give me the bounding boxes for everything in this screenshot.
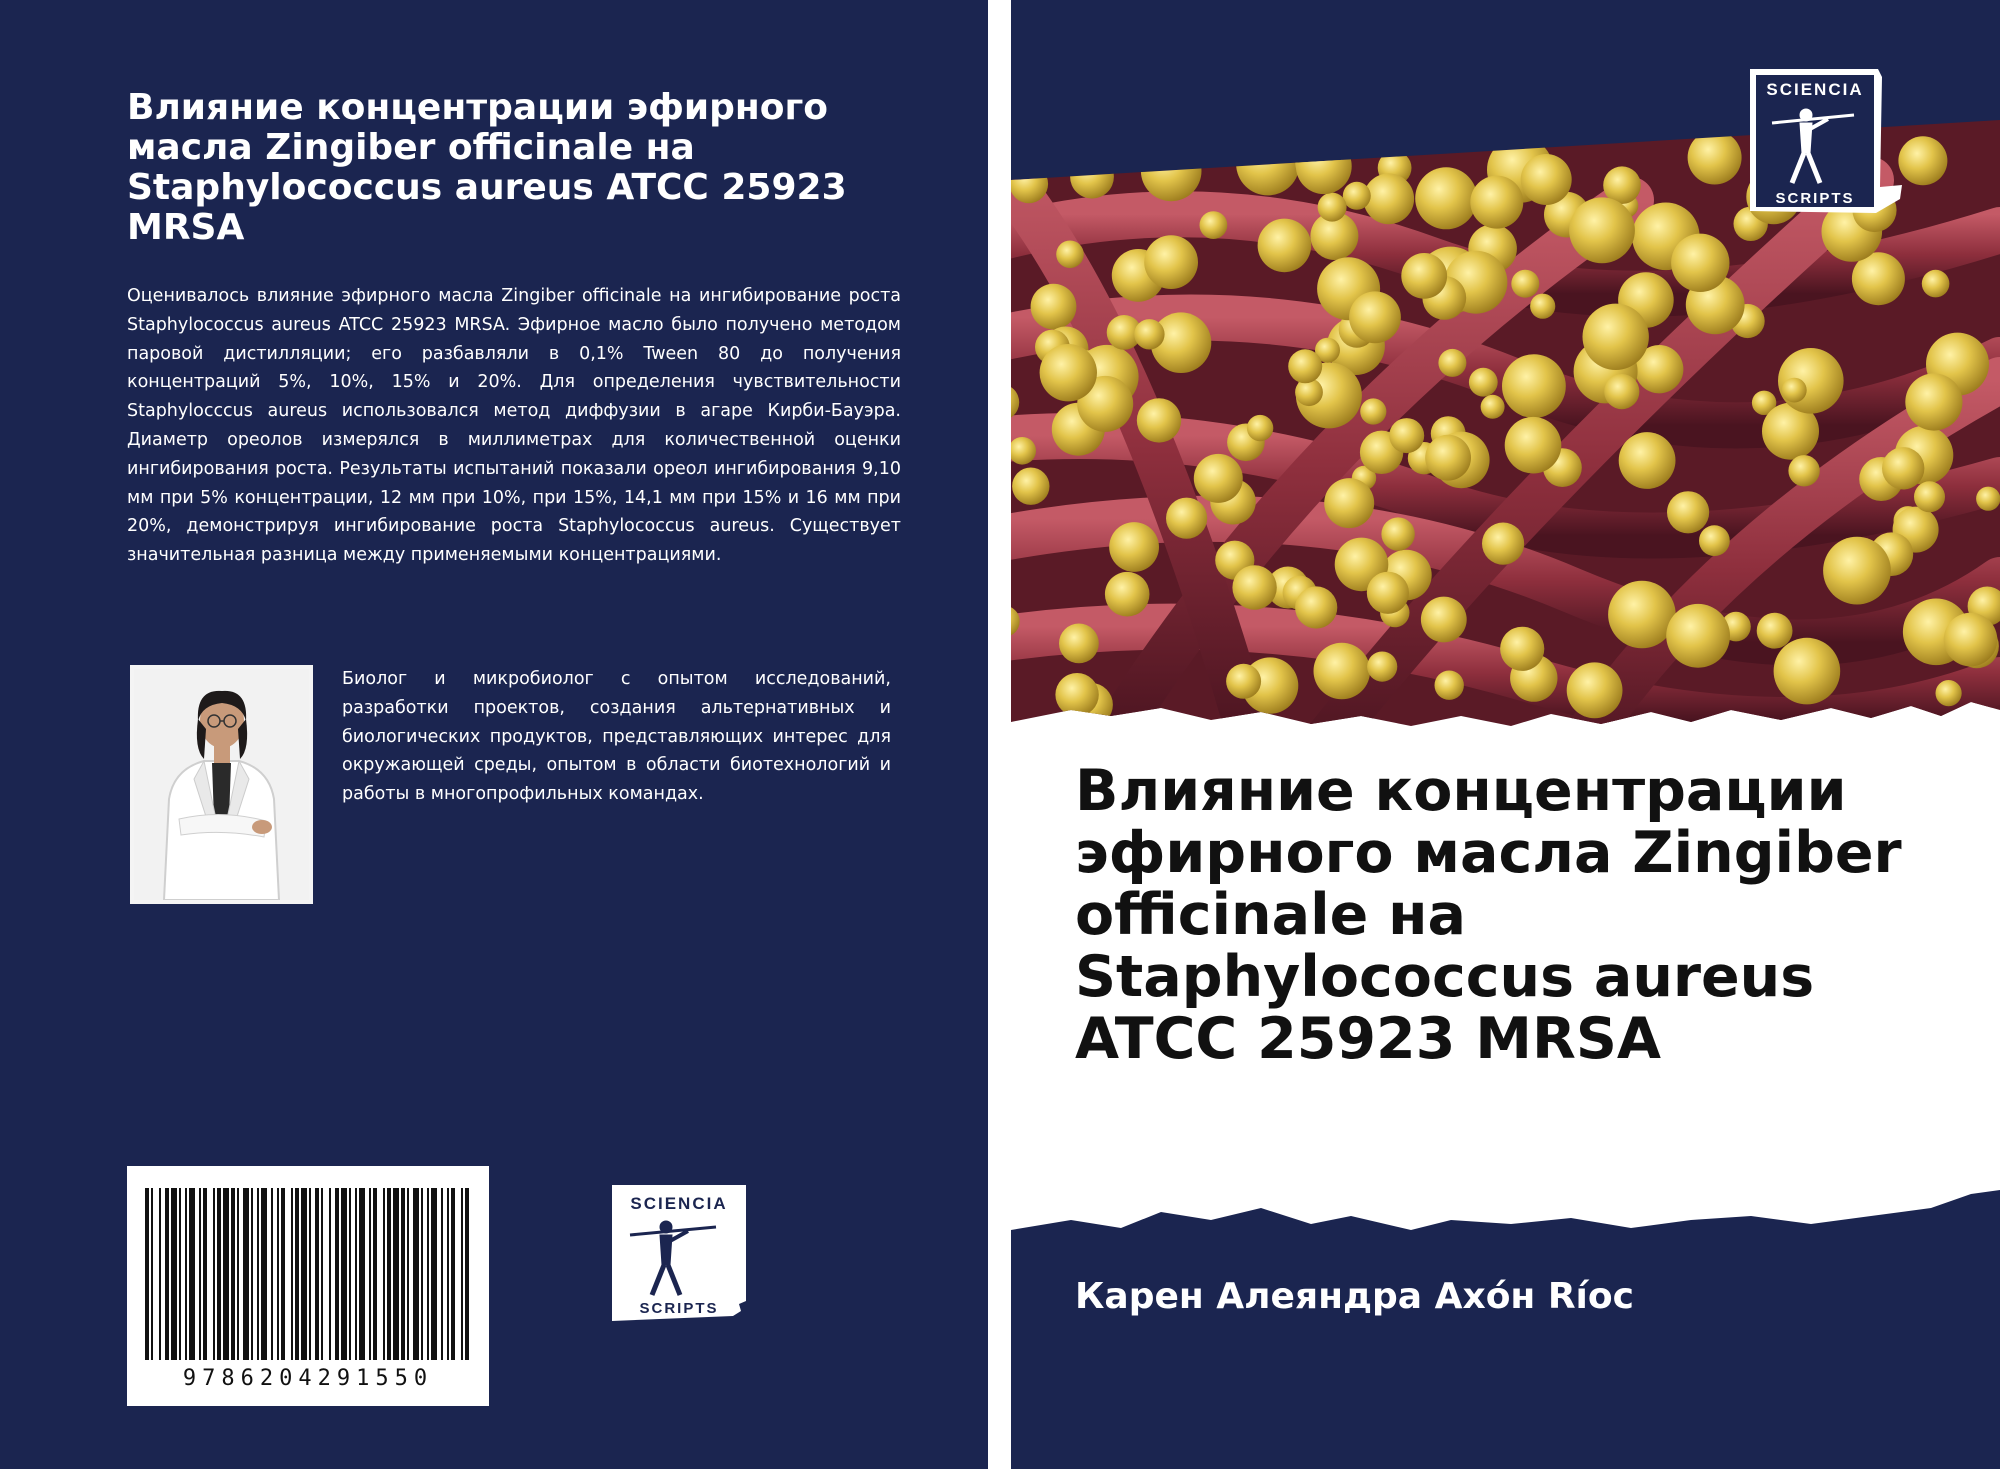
barcode-bar (349, 1188, 351, 1360)
bacteria-sphere (1166, 498, 1207, 539)
bacteria-sphere (1914, 481, 1945, 512)
spine-gap (988, 0, 1011, 1469)
barcode-bar (329, 1188, 331, 1360)
logo-bottom-text: SCRIPTS (1775, 190, 1855, 207)
barcode-bar (145, 1188, 149, 1360)
barcode-bar (407, 1188, 409, 1360)
bacteria-sphere (1389, 418, 1424, 453)
bacteria-sphere (1194, 454, 1243, 503)
bacteria-sphere (1258, 219, 1312, 273)
bacteria-sphere (1511, 270, 1539, 298)
bacteria-sphere (1226, 664, 1261, 699)
barcode-bar (151, 1188, 153, 1360)
barcode-digits: 9786204291550 (182, 1366, 434, 1391)
barcode-bar (461, 1188, 463, 1360)
bacteria-sphere (1367, 652, 1397, 682)
barcode-bar (203, 1188, 207, 1360)
barcode-bar (431, 1188, 437, 1360)
barcode-bar (441, 1188, 443, 1360)
bacteria-sphere (1425, 435, 1471, 481)
bacteria-sphere (1360, 398, 1386, 424)
barcode-bar (185, 1188, 187, 1360)
barcode-bar (301, 1188, 307, 1360)
bacteria-sphere (1314, 643, 1371, 700)
barcode-bar (217, 1188, 221, 1360)
logo-top-text: SCIENCIA (630, 1194, 728, 1213)
bacteria-sphere (1236, 132, 1299, 195)
bacteria-sphere (1505, 417, 1562, 474)
bacteria-sphere (1671, 234, 1729, 292)
bacteria-sphere (1823, 537, 1891, 605)
barcode-bar (257, 1188, 259, 1360)
barcode-bar (387, 1188, 391, 1360)
logo-bottom-text: SCRIPTS (639, 1300, 719, 1317)
bacteria-sphere (1608, 581, 1676, 649)
bacteria-sphere (1141, 141, 1202, 202)
bacteria-sphere (1619, 432, 1676, 489)
bacteria-sphere (1502, 354, 1566, 418)
barcode-bar (223, 1188, 229, 1360)
barcode-bar (261, 1188, 267, 1360)
back-cover-abstract: Оценивалось влияние эфирного масла Zingiber officinale на ингибирование роста Staphylococcus aureus ATCC 25923 MRSA. Эфирное масло было получено методом паровой дистилляции; его разбавляли в 0,1% Tween 80 до получения концентраций 5%, 10%, 15% и 20%. Для определения чувствительности Staphylocccus aureus использовался метод диффузии в агаре Кирби-Бауэра. Диаметр ореолов измерялся в миллиметрах для количественной оценки ингибирования роста. Результаты испытаний показали ореол ингибирования 9,10 мм при 5% концентрации, 12 мм при 10%, при 15%, 14,1 мм при 15% и 16 мм при 20%, демонстрируя ингибирование роста Staphylococcus aureus. Существует значительная разница между применяемыми концентрациями. (127, 286, 901, 566)
barcode-bar (321, 1188, 323, 1360)
bacteria-sphere (1349, 291, 1401, 343)
bacteria-sphere (1109, 522, 1159, 572)
bacteria-sphere (1401, 253, 1447, 299)
barcode-bar (451, 1188, 455, 1360)
bacteria-sphere (1882, 447, 1924, 489)
bacteria-sphere (1944, 613, 1998, 667)
bacteria-sphere (1295, 586, 1337, 628)
bacteria-sphere (1232, 565, 1276, 609)
barcode-bar (355, 1188, 357, 1360)
barcode-bar (427, 1188, 429, 1360)
barcode-bar (393, 1188, 399, 1360)
bacteria-sphere (1688, 131, 1742, 185)
bacteria-sphere (1470, 176, 1523, 229)
bacteria-sphere (1583, 304, 1649, 370)
barcode-bar (335, 1188, 339, 1360)
barcode-bar (171, 1188, 177, 1360)
bacteria-sphere (1200, 211, 1228, 239)
bacteria-sphere (1363, 173, 1414, 224)
bacteria-sphere (1137, 398, 1181, 442)
barcode-bar (401, 1188, 405, 1360)
bacteria-sphere (1481, 395, 1505, 419)
bacteria-sphere (1040, 344, 1097, 401)
barcode-bar (251, 1188, 253, 1360)
barcode-bar (199, 1188, 201, 1360)
barcode-bar (237, 1188, 239, 1360)
front-bottom-band (1011, 1190, 2000, 1469)
bacteria-sphere (1435, 671, 1464, 700)
author-photo (130, 665, 313, 904)
bacteria-sphere (1666, 604, 1730, 668)
back-cover (0, 0, 988, 1469)
barcode-bar (213, 1188, 215, 1360)
bacteria-sphere (1569, 197, 1635, 263)
bacteria-sphere (1059, 624, 1099, 664)
bacteria-sphere (1134, 319, 1164, 349)
author-photo-icon (134, 669, 309, 900)
barcode (127, 1166, 489, 1406)
bacteria-sphere (1667, 491, 1709, 533)
bacteria-sphere (1976, 487, 2000, 511)
barcode-bar (295, 1188, 299, 1360)
bacteria-sphere (1421, 597, 1467, 643)
barcode-bar (189, 1188, 195, 1360)
barcode-bar (465, 1188, 469, 1360)
bacteria-sphere (1070, 155, 1114, 199)
barcode-bar (271, 1188, 273, 1360)
bacteria-sphere (1247, 415, 1273, 441)
bacteria-sphere (1530, 294, 1555, 319)
bacteria-sphere (1469, 368, 1498, 397)
barcode-bar (281, 1188, 285, 1360)
bacteria-sphere (1482, 523, 1524, 565)
bacteria-sphere (1055, 673, 1098, 716)
publisher-logo-icon (608, 1183, 750, 1323)
bacteria-sphere (1774, 638, 1841, 705)
bacteria-sphere (1788, 455, 1819, 486)
barcode-bar (291, 1188, 293, 1360)
bacteria-sphere (1011, 165, 1048, 204)
bacteria-sphere (1699, 525, 1730, 556)
bacteria-sphere (1905, 373, 1962, 430)
bacteria-sphere (1318, 193, 1347, 222)
logo-top-text: SCIENCIA (1766, 80, 1864, 99)
barcode-bar (373, 1188, 377, 1360)
barcode-bar (165, 1188, 169, 1360)
bacteria-sphere (1922, 270, 1950, 298)
barcode-bar (383, 1188, 385, 1360)
bacteria-sphere (1757, 613, 1793, 649)
bacteria-sphere (1152, 136, 1182, 166)
publisher-logo-front (1746, 67, 1906, 217)
bacteria-sphere (1056, 241, 1084, 269)
bacteria-sphere (1105, 572, 1150, 617)
front-cover (1011, 0, 2000, 1469)
bacteria-sphere (1012, 468, 1049, 505)
bacteria-sphere (1782, 378, 1807, 403)
bacteria-sphere (1343, 182, 1371, 210)
back-cover-title: Влияние концентрации эфирного масла Zingiber officinale на Staphylococcus aureus ATCC 25923 MRSA (127, 87, 847, 248)
barcode-bar (159, 1188, 161, 1360)
barcode-bar (369, 1188, 371, 1360)
barcode-bar (315, 1188, 319, 1360)
bacteria-sphere (1521, 154, 1572, 205)
barcode-bar (341, 1188, 347, 1360)
barcode-bar (413, 1188, 419, 1360)
publisher-logo-back (608, 1183, 750, 1323)
bacteria-sphere (1324, 478, 1374, 528)
bacteria-sphere (1296, 138, 1352, 194)
barcode-bar (243, 1188, 249, 1360)
barcode-bar (359, 1188, 365, 1360)
bacteria-sphere (1288, 349, 1322, 383)
bacteria-sphere (1415, 167, 1477, 229)
bacteria-sphere (1031, 284, 1077, 330)
bacteria-sphere (1381, 517, 1414, 550)
author-bio: Биолог и микробиолог с опытом исследований, разработки проектов, создания альтернативных и биологических продуктов, представляющих интерес для окружающей среды, опытом в области биотехнологий и работы в многопрофильных командах. (342, 669, 891, 805)
barcode-bar (277, 1188, 279, 1360)
front-cover-author: Карен Алеяндра Ахóн Ríос (1075, 1276, 1634, 1317)
barcode-bar (231, 1188, 235, 1360)
barcode-bar (309, 1188, 311, 1360)
barcode-icon (127, 1166, 489, 1366)
barcode-bar (421, 1188, 423, 1360)
front-cover-title: Влияние концентрации эфирного масла Zingiber officinale на Staphylococcus aureus ATCC 25923 MRSA (1075, 758, 1902, 1072)
barcode-bar (447, 1188, 449, 1360)
bacteria-sphere (1567, 662, 1623, 718)
bacteria-sphere (1144, 235, 1198, 289)
bacteria-sphere (1500, 627, 1544, 671)
bacteria-sphere (1936, 680, 1962, 706)
barcode-bar (179, 1188, 181, 1360)
publisher-logo-icon (1746, 67, 1906, 217)
bacteria-sphere (1604, 374, 1639, 409)
bacteria-sphere (1367, 572, 1409, 614)
bacteria-sphere (1438, 349, 1466, 377)
